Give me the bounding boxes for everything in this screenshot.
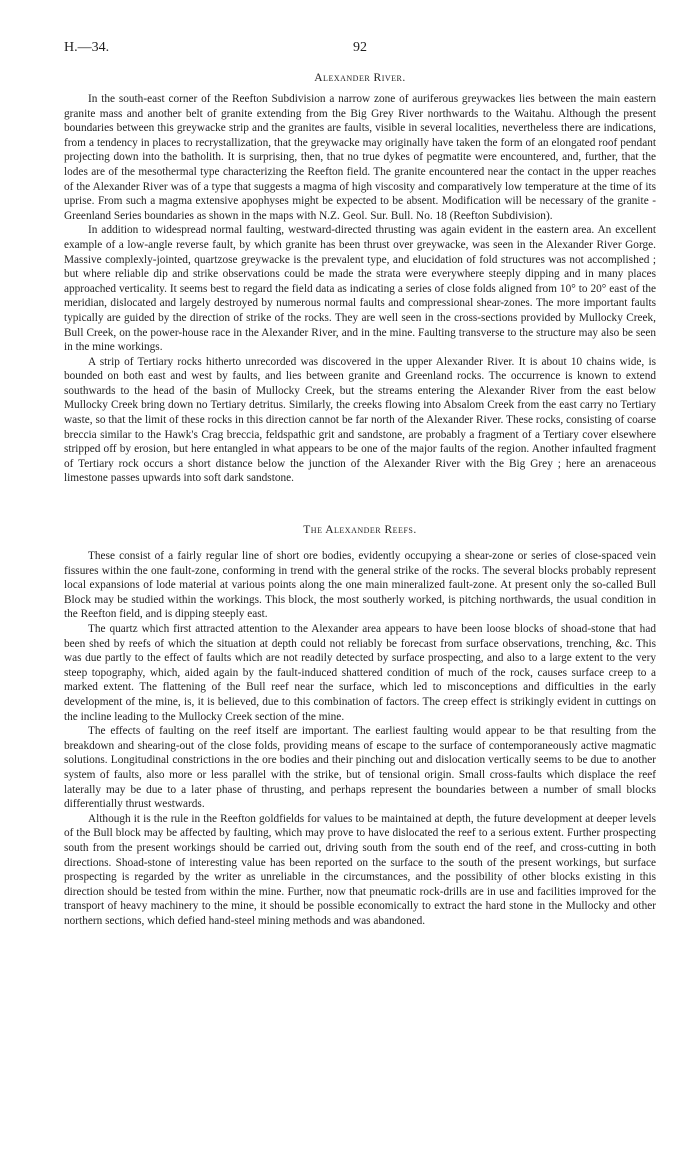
paragraph: A strip of Tertiary rocks hitherto unrecorded was discovered in the upper Alexander River. It is about 10 chains wide, is bounded on both east and west by faults, and lies between granite and Greenland rocks. The occurrence is known to extend southwards to the head of the basin of Mullocky Creek, but the streams entering the Alexander River from the east below Mullocky Creek bring down no Tertiary detritus. Similarly, the creeks flowing into Absalom Creek from the east carry no Tertiary waste, so that the limit of these rocks in this direction cannot be far north of the Alexander River. These rocks, consisting of coarse breccia similar to the Hawk's Crag breccia, feldspathic grit and sandstone, are probably a fragment of a Tertiary cover elsewhere stripped off by erosion, but here entangled in what appears to be one of the major faults of the region. Another infaulted fragment of Tertiary rock occurs a short distance below the junction of the Alexander River with the Big Grey ; here an arenaceous limestone passes upwards into soft dark sandstone.	[64, 355, 656, 485]
paragraph: In the south-east corner of the Reefton Subdivision a narrow zone of auriferous greywackes lies between the main eastern granite mass and another belt of granite extending from the Big Grey River northwards to the Waitahu. Although the present boundaries between this greywacke strip and the granites are faults, visible in several localities, nevertheless there are indications, from a tendency in places to recrystallization, that the greywacke may originally have taken the form of an elongated roof pendant projecting down into the batholith. It is surprising, then, that no true dykes of pegmatite were encountered, and, further, that the lodes are of the mesothermal type characterizing the Reefton field. The granite encountered near the contact in the upper reaches of the Alexander River was of a type that suggests a magma of high viscosity and comparatively low temperature at the time of its uprise. From such a magma extensive apophyses might be expected to be absent. Modification will be necessary of the granite - Greenland Series boundaries as shown in the maps with N.Z. Geol. Sur. Bull. No. 18 (Reefton Subdivision).	[64, 93, 656, 222]
running-header	[64, 40, 656, 60]
section-alexander-river	[64, 70, 656, 486]
document-body	[64, 70, 656, 928]
paragraph: Although it is the rule in the Reefton goldfields for values to be maintained at depth, the future development at deeper levels of the Bull block may be affected by faulting, which may prove to have dislocated the reef to a serious extent. Further prospecting south from the present workings should be carried out, driving south from the south end of the reef, and cross-cutting in both directions. Shoad-stone of interesting value has been reported on the surface to the south of the present workings, but surface prospecting is regarded by the writer as unreliable in the circumstances, and the possibility of other blocks existing in this direction should be tested from within the mine. Further, now that pneumatic rock-drills are in use and facilities improved for the transport of heavy machinery to the mine, it should be possible economically to extract the hard stone in the Mullocky and other northern sections, which defied hand-steel mining methods and was abandoned.	[64, 812, 656, 927]
section-alexander-reefs	[64, 522, 656, 928]
series-reference: H.—34.	[64, 40, 110, 55]
paragraph: In addition to widespread normal faulting, westward-directed thrusting was again evident in the eastern area. An excellent example of a low-angle reverse fault, by which granite has been thrust over greywacke, was seen in the Alexander River Gorge. Massive complexly-jointed, quartzose greywacke is the prevalent type, and elucidation of fold structures was not accomplished ; but where reliable dip and strike observations could be made the strata were everywhere steeply dipping and in many places approached verticality. It seems best to regard the field data as indicating a series of close folds aligned from 10° to 20° east of the meridian, dislocated and largely destroyed by numerous normal faults and compressional shear-zones. The more important faults typically are guided by the direction of strike of the rocks. They are well seen in the cross-sections provided by Mullocky Creek, Bull Creek, on the power-house race in the Alexander River, and in the mine. Faulting transverse to the structure may also be seen in the mine workings.	[64, 224, 656, 354]
paragraph: The effects of faulting on the reef itself are important. The earliest faulting would appear to be that resulting from the breakdown and shearing-out of the close folds, providing means of escape to the surface of contemporaneously active magmatic solutions. Longitudinal constrictions in the ore bodies and their pinching out and dislocation vertically seems to be due to another system of faults, also more or less parallel with the strike, but of tensional origin. Small cross-faults which displace the reef laterally may be due to a later phase of thrusting, and perhaps represent the boundaries between a number of small blocks differentially thrust westwards.	[64, 725, 656, 811]
section-heading: The Alexander Reefs.	[303, 524, 417, 537]
section-heading: Alexander River.	[314, 72, 406, 84]
page-number: 92	[353, 40, 367, 55]
paragraph: These consist of a fairly regular line of short ore bodies, evidently occupying a shear-zone or series of close-spaced vein fissures within the one fault-zone, conforming in trend with the general strike of the rocks. The several blocks probably represent local expansions of lode material at various points along the one main mineralized fault-zone. At present only the so-called Bull Block may be studied within the workings. This block, the most southerly worked, is pitching northwards, the usual condition in the Reefton field, and is dipping steeply east.	[64, 550, 656, 621]
paragraph: The quartz which first attracted attention to the Alexander area appears to have been loose blocks of shoad-stone that had been shed by reefs of which the situation at depth could not reliably be forecast from surface observations, trenching, &c. This was due partly to the effect of faults which are not readily detected by surface prospecting, and also to a large extent to the very steep topography, which, aided again by the fault-induced shattered condition of much of the rock, causes surface creep to a marked extent. The flattening of the Bull reef near the surface, which led to misconceptions and difficulties in the early development of the mine, is, it is believed, due to this combination of factors. The creep effect is strikingly evident in cuttings on the incline leading to the Mullocky Creek section of the mine.	[64, 623, 656, 723]
